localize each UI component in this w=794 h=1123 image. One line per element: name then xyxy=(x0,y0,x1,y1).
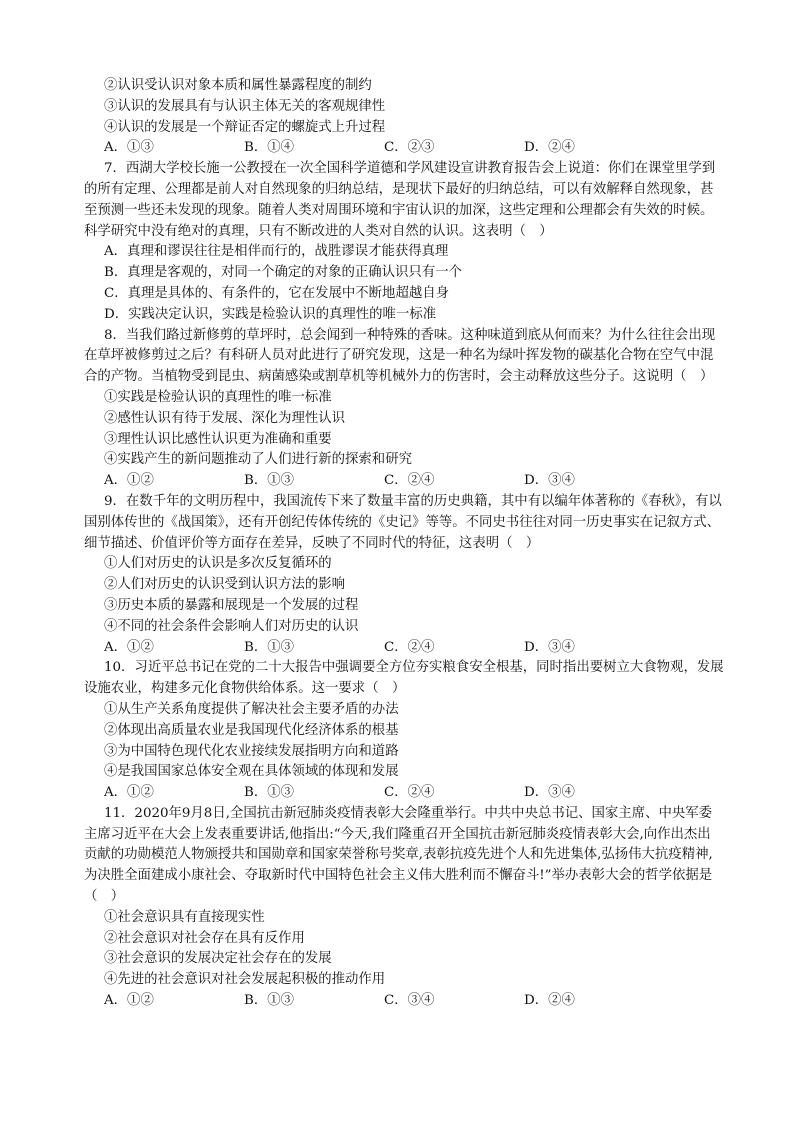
question-stem: 10．习近平总书记在党的二十大报告中强调要全方位夯实粮食安全根基，同时指出要树立大食物观，发展设施农业，构建多元化食物供给体系。这一要求（ ） xyxy=(84,660,724,697)
option-b: B．①③ xyxy=(244,785,295,801)
question-11 xyxy=(84,804,724,1012)
question-7 xyxy=(84,159,724,325)
statement-4: ④是我国国家总体安全观在具体领域的体现和发展 xyxy=(104,764,399,780)
option-b: B．①③ xyxy=(244,473,295,489)
question-stem: 7．西湖大学校长施一公教授在一次全国科学道德和学风建设宣讲教育报告会上说道：你们在课堂里学到的所有定理、公理都是前人对自然现象的归纳总结，是现状下最好的归纳总结，可以有效解释自然现象，甚至预测一些还未发现的现象。随着人类对周围环境和宇宙认识的加深，这些定理和公理都会有失效的时候。科学研究中没有绝对的真理，只有不断改进的人类对自然的认识。这表明（ ） xyxy=(84,161,716,239)
question-stem: 8．当我们路过新修剪的草坪时，总会闻到一种特殊的香味。这种味道到底从何而来？为什么往往会出现在草坪被修剪过之后？有科研人员对此进行了研究发现，这是一种名为绿叶挥发物的碳基化合物在空气中混合的产物。当植物受到昆虫、病菌感染或割草机等机械外力的伤害时，会主动释放这些分子。这说明（ ） xyxy=(84,327,716,385)
answer-options xyxy=(84,471,724,492)
answer-options xyxy=(84,991,724,1012)
question-10 xyxy=(84,658,724,804)
statement-3: ③为中国特色现代化农业接续发展指明方向和道路 xyxy=(104,743,399,759)
question-9 xyxy=(84,492,724,658)
statement-2: ②人们对历史的认识受到认识方法的影响 xyxy=(104,577,346,593)
statement-3: ③社会意识的发展决定社会存在的发展 xyxy=(104,951,332,967)
option-a: A．①② xyxy=(104,639,154,655)
option-a: A．①② xyxy=(104,993,154,1009)
statement-4: ④不同的社会条件会影响人们对历史的认识 xyxy=(104,618,359,634)
question-stem: 11．2020年9月8日,全国抗击新冠肺炎疫情表彰大会隆重举行。中共中央总书记、国家主席、中央军委主席习近平在大会上发表重要讲话,他指出:“今天,我们隆重召开全国抗击新冠肺炎疫情表彰大会,向作出杰出贡献的功勋模范人物颁授共和国勋章和国家荣誉称号奖章,表彰抗疫先进个人和先进集体,弘扬伟大抗疫精神,为决胜全面建成小康社会、夺取新时代中国特色社会主义伟大胜利而不懈奋斗!”举办表彰大会的哲学依据是（ ） xyxy=(84,805,713,905)
statement-2: ②感性认识有待于发展、深化为理性认识 xyxy=(104,410,346,426)
option-d: D．②④ xyxy=(524,993,575,1009)
choice-b: B．真理是客观的，对同一个确定的对象的正确认识只有一个 xyxy=(104,265,462,281)
option-d: D．③④ xyxy=(524,785,575,801)
statement-2: ②社会意识对社会存在具有反作用 xyxy=(104,930,305,946)
option-b: B．①③ xyxy=(244,639,295,655)
question-6 xyxy=(84,76,724,159)
statement-4: ④先进的社会意识对社会发展起积极的推动作用 xyxy=(104,972,386,988)
option-d: D．②④ xyxy=(524,140,575,156)
answer-options xyxy=(84,783,724,804)
choice-c: C．真理是具体的、有条件的，它在发展中不断地超越自身 xyxy=(104,285,450,301)
option-c: C．②④ xyxy=(384,473,435,489)
statement-2: ②体现出高质量农业是我国现代化经济体系的根基 xyxy=(104,722,399,738)
question-8 xyxy=(84,326,724,492)
option-d: D．③④ xyxy=(524,473,575,489)
option-b: B．①③ xyxy=(244,993,295,1009)
statement-3: ③历史本质的暴露和展现是一个发展的过程 xyxy=(104,597,359,613)
choice-a: A．真理和谬误往往是相伴而行的，战胜谬误才能获得真理 xyxy=(104,244,449,260)
option-a: A．①③ xyxy=(104,140,154,156)
option-a: A．①② xyxy=(104,785,154,801)
option-c: C．②④ xyxy=(384,639,435,655)
statement-1: ①社会意识具有直接现实性 xyxy=(104,909,265,925)
question-stem: 9．在数千年的文明历程中，我国流传下来了数量丰富的历史典籍，其中有以编年体著称的《春秋》，有以国别体传世的《战国策》，还有开创纪传体传统的《史记》等等。不同史书往往对同一历史事实在记叙方式、细节描述、价值评价等方面存在差异，反映了不同时代的特征，这表明（ ） xyxy=(84,493,722,551)
statement-4: ④认识的发展是一个辩证否定的螺旋式上升过程 xyxy=(104,119,386,135)
option-c: C．②④ xyxy=(384,785,435,801)
choice-d: D．实践决定认识，实践是检验认识的真理性的唯一标准 xyxy=(104,306,437,322)
option-c: C．②③ xyxy=(384,140,435,156)
option-a: A．①② xyxy=(104,473,154,489)
answer-options xyxy=(84,638,724,659)
statement-3: ③理性认识比感性认识更为准确和重要 xyxy=(104,431,332,447)
option-d: D．③④ xyxy=(524,639,575,655)
statement-1: ①实践是检验认识的真理性的唯一标准 xyxy=(104,389,332,405)
question-list xyxy=(84,76,724,1012)
answer-options xyxy=(84,138,724,159)
statement-1: ①人们对历史的认识是多次反复循环的 xyxy=(104,556,332,572)
statement-4: ④实践产生的新问题推动了人们进行新的探索和研究 xyxy=(104,452,412,468)
statement-3: ③认识的发展具有与认识主体无关的客观规律性 xyxy=(104,98,386,114)
statement-1: ①从生产关系角度提供了解决社会主要矛盾的办法 xyxy=(104,701,399,717)
option-c: C．③④ xyxy=(384,993,435,1009)
statement-2: ②认识受认识对象本质和属性暴露程度的制约 xyxy=(104,78,372,93)
option-b: B．①④ xyxy=(244,140,295,156)
